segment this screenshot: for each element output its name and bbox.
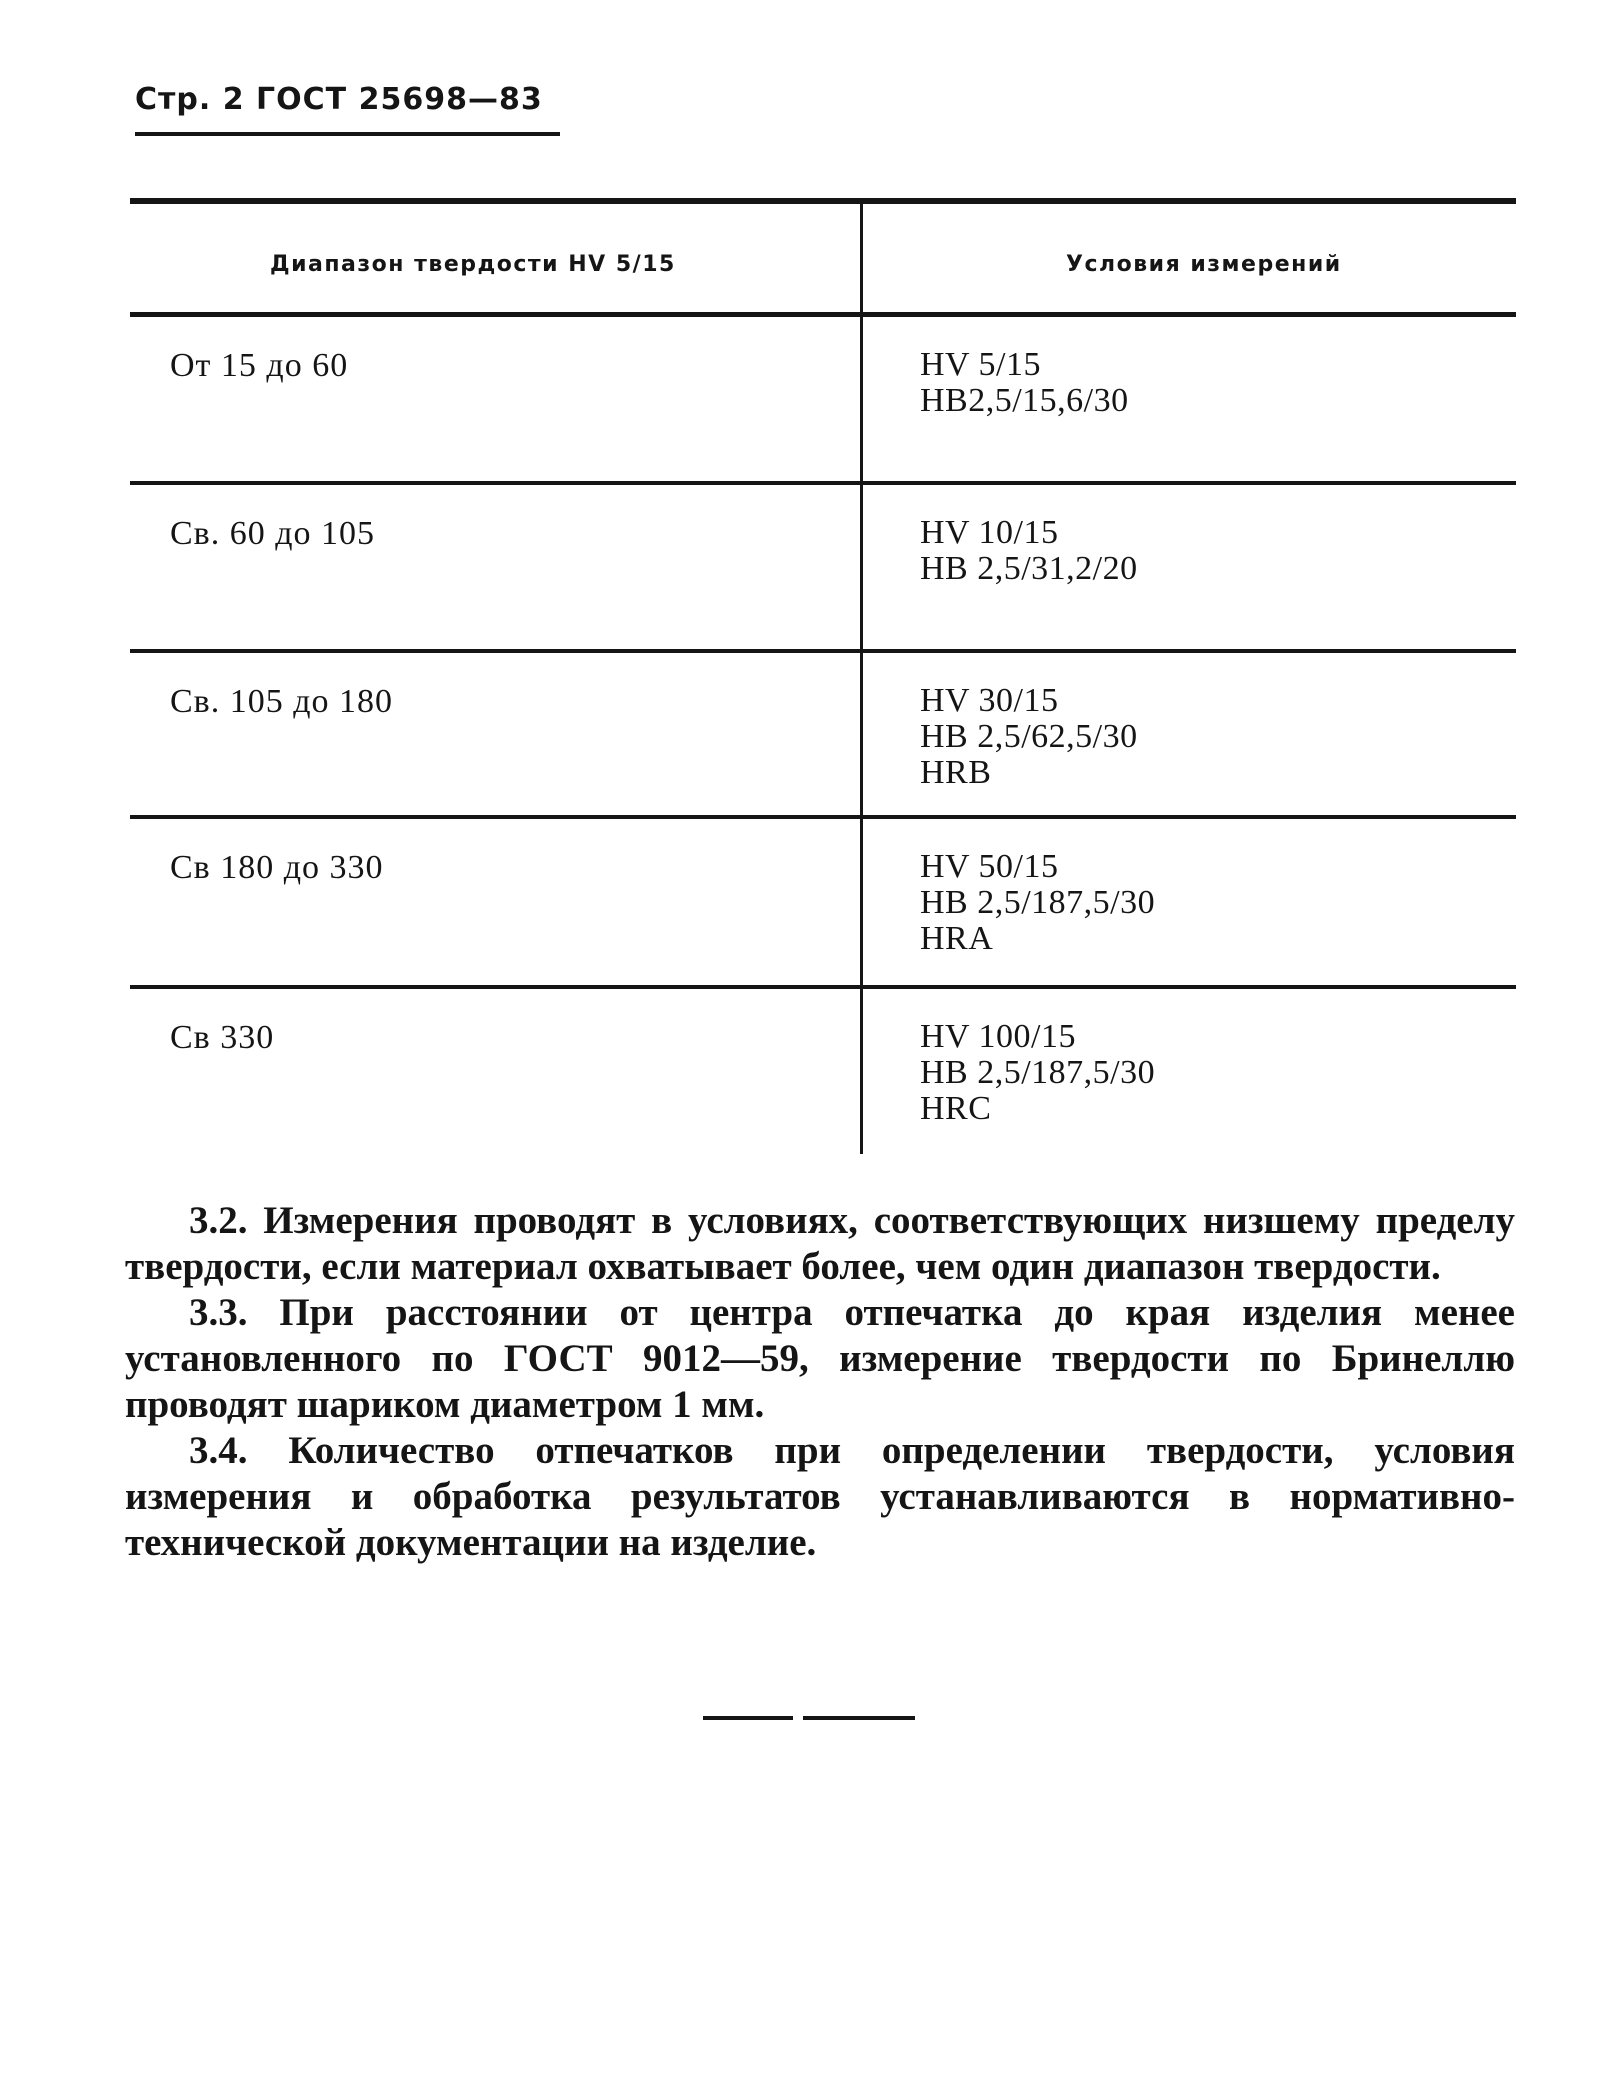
end-dash-left [703, 1716, 793, 1720]
condition-line: HB 2,5/187,5/30 [920, 1054, 1156, 1091]
range-cell: Св. 105 до 180 [170, 683, 394, 720]
conditions-cell [920, 347, 1129, 419]
column-divider [860, 653, 863, 815]
table-row [130, 819, 1516, 985]
conditions-cell [920, 1019, 1155, 1127]
condition-line: HRC [920, 1090, 992, 1127]
conditions-cell [920, 683, 1138, 791]
page-header: Стр. 2 ГОСТ 25698—83 [135, 82, 543, 117]
column-header-conditions: Условия измерений [1066, 252, 1342, 277]
range-cell: Св 330 [170, 1019, 275, 1056]
body-text [125, 1198, 1515, 1566]
condition-line: HB 2,5/187,5/30 [920, 884, 1156, 921]
end-dash-right [803, 1716, 915, 1720]
condition-line: HV 5/15 [920, 346, 1041, 383]
paragraph-3-3: 3.3. При расстоянии от центра отпечатка до края изделия менее установленного по ГОСТ 9012—59, измерение твердости по Бринеллю проводят шариком диаметром 1 мм. [125, 1291, 1515, 1426]
condition-line: HRB [920, 754, 992, 791]
condition-line: HB2,5/15,6/30 [920, 382, 1129, 419]
header-underline [135, 132, 560, 136]
column-divider [860, 485, 863, 649]
condition-line: HV 30/15 [920, 682, 1059, 719]
condition-line: HV 100/15 [920, 1018, 1076, 1055]
range-cell: От 15 до 60 [170, 347, 349, 384]
column-divider [860, 989, 863, 1154]
condition-line: HRA [920, 920, 994, 957]
column-header-range: Диапазон твердости HV 5/15 [270, 252, 676, 277]
table-row [130, 653, 1516, 815]
condition-line: HV 50/15 [920, 848, 1059, 885]
condition-line: HB 2,5/31,2/20 [920, 550, 1138, 587]
table-row [130, 989, 1516, 1154]
conditions-cell [920, 849, 1155, 957]
paragraph-3-4: 3.4. Количество отпечатков при определении твердости, условия измерения и обработка результатов устанавливаются в нормативно-технической документации на изделие. [125, 1429, 1515, 1564]
range-cell: Св. 60 до 105 [170, 515, 376, 552]
column-divider [860, 819, 863, 985]
table-row [130, 317, 1516, 481]
table-row [130, 485, 1516, 649]
paragraph-3-2: 3.2. Измерения проводят в условиях, соответствующих низшему пределу твердости, если материал охватывает более, чем один диапазон твердости. [125, 1199, 1515, 1288]
condition-line: HV 10/15 [920, 514, 1059, 551]
range-cell: Св 180 до 330 [170, 849, 384, 886]
condition-line: HB 2,5/62,5/30 [920, 718, 1138, 755]
column-divider [860, 317, 863, 481]
conditions-cell [920, 515, 1138, 587]
table-header-row [130, 204, 1516, 312]
header-column-divider [860, 204, 863, 312]
